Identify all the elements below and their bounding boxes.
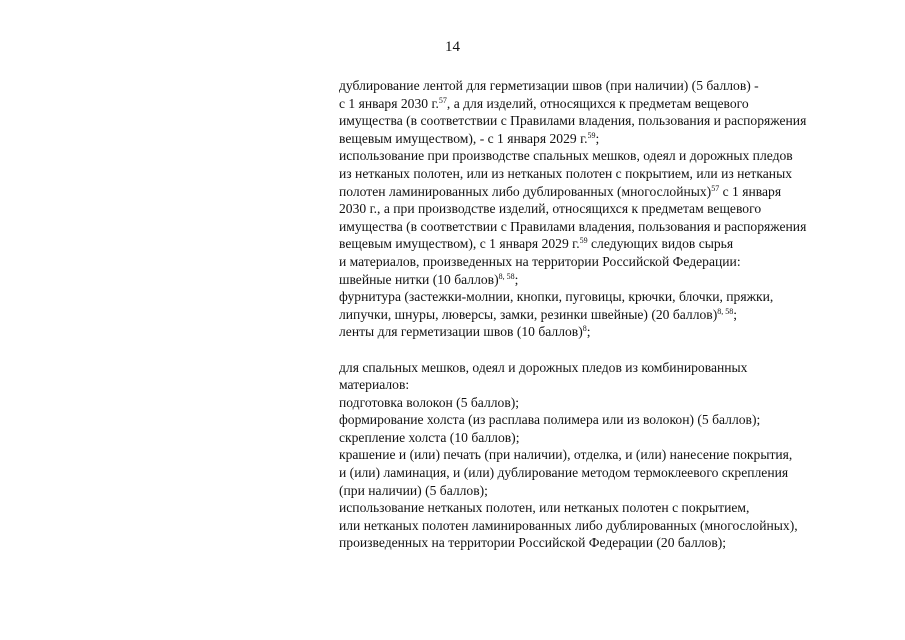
footnote-ref: 57 <box>711 183 720 193</box>
text-line: швейные нитки (10 баллов)$^{8, 58}$; <box>339 271 519 287</box>
text-line: произведенных на территории Российской Федерации (20 баллов); <box>339 535 727 551</box>
text-line: скрепление холста (10 баллов); <box>339 429 520 445</box>
text-line: с 1 января 2030 г.$^{57}$, а для изделий, относящихся к предметам вещевого <box>339 95 749 111</box>
footnote-ref: 8, 58 <box>717 306 734 316</box>
document-body <box>339 77 879 552</box>
text-line: или нетканых полотен ламинированных либо дублированных (многослойных), <box>339 517 798 533</box>
footnote-ref: 8 <box>582 324 587 334</box>
text-line: имущества (в соответствии с Правилами владения, пользования и распоряжения <box>339 113 807 129</box>
text-line: и (или) ламинация, и (или) дублирование методом термоклеевого скрепления <box>339 465 789 481</box>
text-line: из нетканых полотен, или из нетканых полотен с покрытием, или из нетканых <box>339 165 793 181</box>
text-line: липучки, шнуры, люверсы, замки, резинки швейные) (20 баллов)$^{8, 58}$; <box>339 306 738 322</box>
text-line: имущества (в соответствии с Правилами владения, пользования и распоряжения <box>339 218 807 234</box>
footnote-ref: 8, 58 <box>498 271 515 281</box>
footnote-ref: 59 <box>587 130 596 140</box>
footnote-ref: 59 <box>579 236 588 246</box>
text-line: крашение и (или) печать (при наличии), отделка, и (или) нанесение покрытия, <box>339 447 793 463</box>
text-line: полотен ламинированных либо дублированных (многослойных)$^{57}$ с 1 января <box>339 183 782 199</box>
text-line: материалов: <box>339 377 410 393</box>
text-line: и материалов, произведенных на территории Российской Федерации: <box>339 253 741 269</box>
page-number: 14 <box>445 39 460 55</box>
text-line: формирование холста (из расплава полимера или из волокон) (5 баллов); <box>339 412 761 428</box>
text-line: 2030 г., а при производстве изделий, относящихся к предметам вещевого <box>339 201 762 217</box>
text-line: фурнитура (застежки-молнии, кнопки, пуговицы, крючки, блочки, пряжки, <box>339 289 774 305</box>
text-line: подготовка волокон (5 баллов); <box>339 394 520 410</box>
text-line: вещевым имуществом), - с 1 января 2029 г.$^{59}$; <box>339 130 600 146</box>
text-line: (при наличии) (5 баллов); <box>339 482 488 498</box>
footnote-ref: 57 <box>438 95 447 105</box>
text-line: использование нетканых полотен, или нетканых полотен с покрытием, <box>339 500 750 516</box>
text-line: для спальных мешков, одеял и дорожных пледов из комбинированных <box>339 359 748 375</box>
text-line: вещевым имуществом), с 1 января 2029 г.$^{59}$ следующих видов сырья <box>339 236 734 252</box>
text-line: использование при производстве спальных мешков, одеял и дорожных пледов <box>339 148 793 164</box>
paragraph-gap <box>339 341 879 359</box>
text-line: ленты для герметизации швов (10 баллов)$^8$; <box>339 324 591 340</box>
text-line: дублирование лентой для герметизации швов (при наличии) (5 баллов) - <box>339 78 759 93</box>
